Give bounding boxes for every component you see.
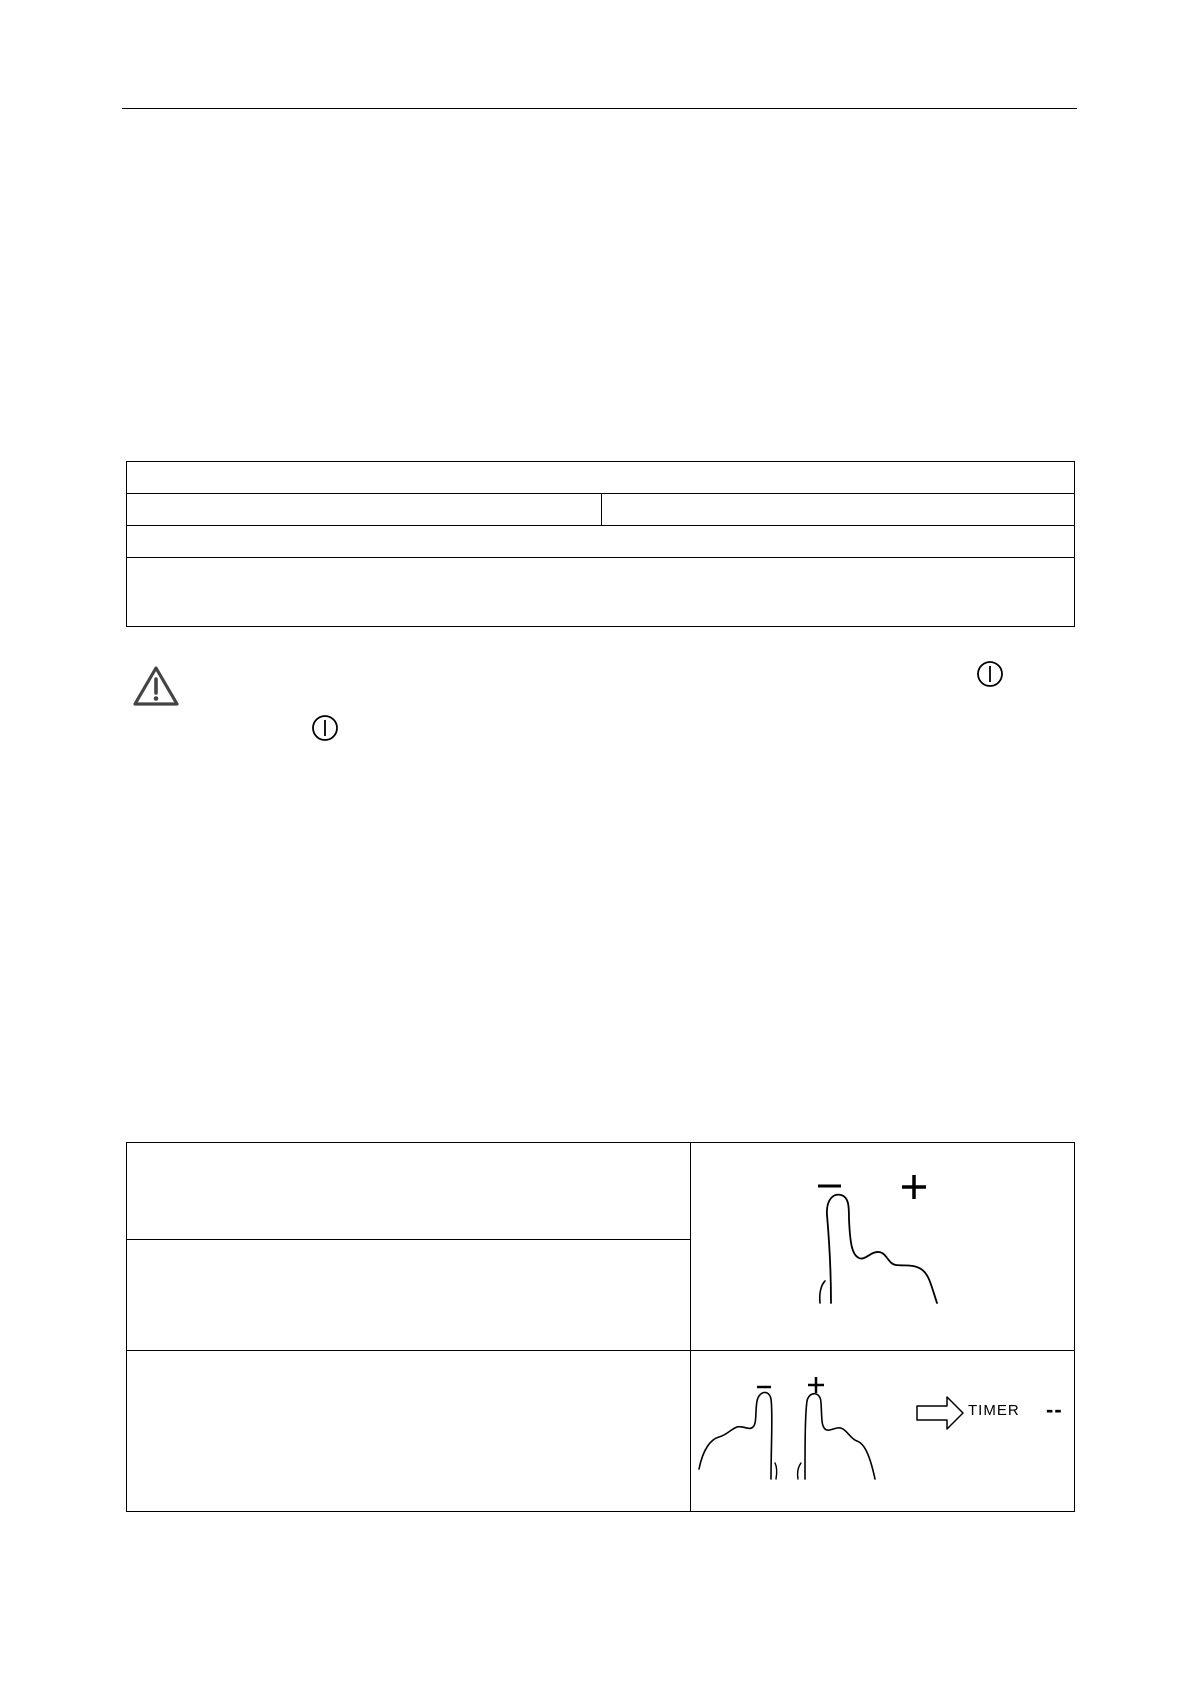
timer-label: TIMER [968, 1402, 1020, 1419]
table-cell [127, 1240, 691, 1351]
power-icon [976, 660, 1004, 688]
table-cell [127, 494, 602, 526]
table-cell [127, 1143, 691, 1240]
table-cell [602, 494, 1075, 526]
timer-illustration-cell [691, 1351, 1075, 1512]
finger-press-illustration [691, 1143, 1075, 1349]
timer-display: -- [1046, 1397, 1063, 1422]
power-icon [311, 714, 339, 742]
table-cell [127, 558, 1075, 627]
adjust-illustration-cell [691, 1143, 1075, 1351]
table-cell [127, 1351, 691, 1512]
table-cell [127, 462, 1075, 494]
settings-table [126, 461, 1075, 627]
header-rule [122, 108, 1077, 109]
table-cell [127, 526, 1075, 558]
timer-table [126, 1142, 1075, 1512]
warning-triangle-icon [132, 664, 180, 708]
two-finger-press-illustration [691, 1351, 1075, 1511]
